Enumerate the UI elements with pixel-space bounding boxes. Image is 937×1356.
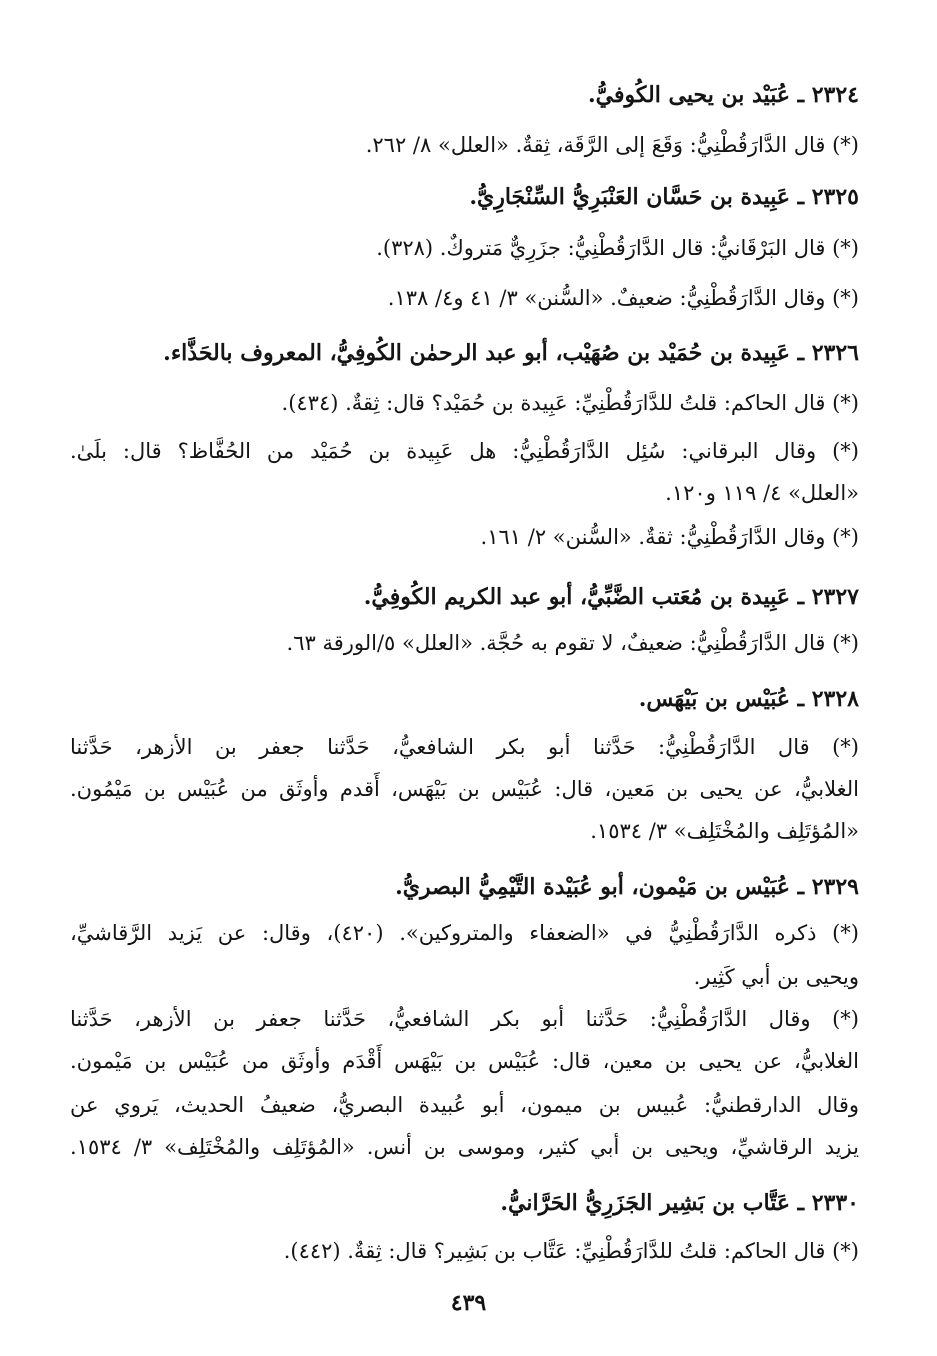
entry-text-line: (*) قال الدَّارَقُطْنِيُّ: وَقَعَ إلى الرَّقَة، ثِقةٌ. «العلل» ٨/ ٢٦٢.: [365, 133, 859, 157]
entry-text-line: «المُؤتَلِف والمُخْتَلِف» ٣/ ١٥٣٤.: [590, 819, 859, 843]
entry-heading-2330: ٢٣٣٠ ـ عَتَّاب بن بَشِير الجَزَرِيُّ الحَرَّانيُّ.: [500, 1190, 859, 1216]
entry-text-line: يزيد الرقاشيِّ، ويحيى بن أبي كثير، وموسى بن أنس. «المُؤتَلِف والمُخْتَلِف» ٣/ ١٥٣٤.: [70, 1135, 859, 1159]
entry-text-line: (*) قال الحاكم: قلتُ للدَّارَقُطْنِيِّ: عَبِيدة بن حُمَيْد؟ قال: ثِقةٌ. (٤٣٤).: [281, 391, 859, 415]
entry-text-line: (*) وقال الدَّارَقُطْنِيُّ: ثقةٌ. «السُّنن» ٢/ ١٦١.: [480, 525, 859, 549]
entry-text-line: الغلابيُّ، عن يحيى بن معين، قال: عُبَيْس بن بَيْهَس أَقْدَم وأوثَق من عُبَيْس بن مَيْمون.: [70, 1049, 859, 1073]
page-number: ٤٣٩: [450, 1290, 487, 1316]
entry-heading-2326: ٢٣٢٦ ـ عَبِيدة بن حُمَيْد بن صُهَيْب، أبو عبد الرحمٰن الكُوفِيُّ، المعروف بالحَذَّاء.: [163, 340, 859, 366]
entry-text-line: الغلابيُّ، عن يحيى بن مَعين، قال: عُبَيْس بن بَيْهَس، أَقدم وأوثَق من عُبَيْس بن مَيْمُون.: [70, 777, 859, 801]
entry-text-line: (*) وقال الدَّارَقُطْنِيُّ: ضعيفٌ. «السُّنن» ٣/ ٤١ و٤/ ١٣٨.: [387, 286, 859, 310]
entry-text-line: (*) وقال البرقاني: سُئِل الدَّارَقُطْنِيُّ: هل عَبِيدة بن حُمَيْد من الحُفَّاظ؟ قال: بلَىٰ.: [70, 439, 859, 463]
entry-text-line: (*) ذكره الدَّارَقُطْنِيُّ في «الضعفاء والمتروكين». (٤٢٠)، وقال: عن يَزيد الرَّقاشيِّ،: [70, 921, 859, 945]
entry-text-line: ويحيى بن أبي كَثِير.: [693, 965, 859, 989]
entry-text-line: (*) وقال الدَّارَقُطْنِيُّ: حَدَّثنا أبو بكر الشافعيُّ، حَدَّثنا جعفر بن الأزهر، حَدَّثنا: [70, 1007, 859, 1031]
entry-text-line: «العلل» ٤/ ١١٩ و١٢٠.: [665, 481, 859, 505]
entry-text-line: (*) قال الحاكم: قلتُ للدَّارَقُطْنِيِّ: عَتَّاب بن بَشِير؟ قال: ثِقةٌ. (٤٤٢).: [283, 1239, 859, 1263]
entry-text-line: (*) قال البَرْقَانيُّ: قال الدَّارَقُطْنِيُّ: جزَرِيٌّ مَتروكٌ. (٣٢٨).: [376, 236, 859, 260]
entry-text-line: (*) قال الدَّارَقُطْنِيُّ: حَدَّثنا أبو بكر الشافعيُّ، حَدَّثنا جعفر بن الأزهر، حَدَّثنا: [70, 735, 859, 759]
entry-heading-2329: ٢٣٢٩ ـ عُبَيْس بن مَيْمون، أبو عُبَيْدة التَّيْمِيُّ البصريُّ.: [395, 874, 859, 900]
entry-text-line: وقال الدارقطنيُّ: عُبيس بن ميمون، أبو عُبيدة البصريُّ، ضعيفُ الحديث، يَروي عن: [70, 1093, 859, 1117]
entry-heading-2325: ٢٣٢٥ ـ عَبِيدة بن حَسَّان العَنْبَرِيُّ السِّنْجَارِيُّ.: [469, 184, 859, 210]
entry-heading-2324: ٢٣٢٤ ـ عُبَيْد بن يحيى الكُوفيُّ.: [588, 82, 859, 108]
entry-heading-2328: ٢٣٢٨ ـ عُبَيْس بن بَيْهَس.: [638, 686, 859, 712]
entry-heading-2327: ٢٣٢٧ ـ عَبِيدة بن مُعَتب الضَّبِّيُّ، أبو عبد الكريم الكُوفِيُّ.: [363, 584, 859, 610]
entry-text-line: (*) قال الدَّارَقُطْنِيُّ: ضعيفٌ، لا تقوم به حُجَّة. «العلل» ٥/الورقة ٦٣.: [286, 631, 859, 655]
